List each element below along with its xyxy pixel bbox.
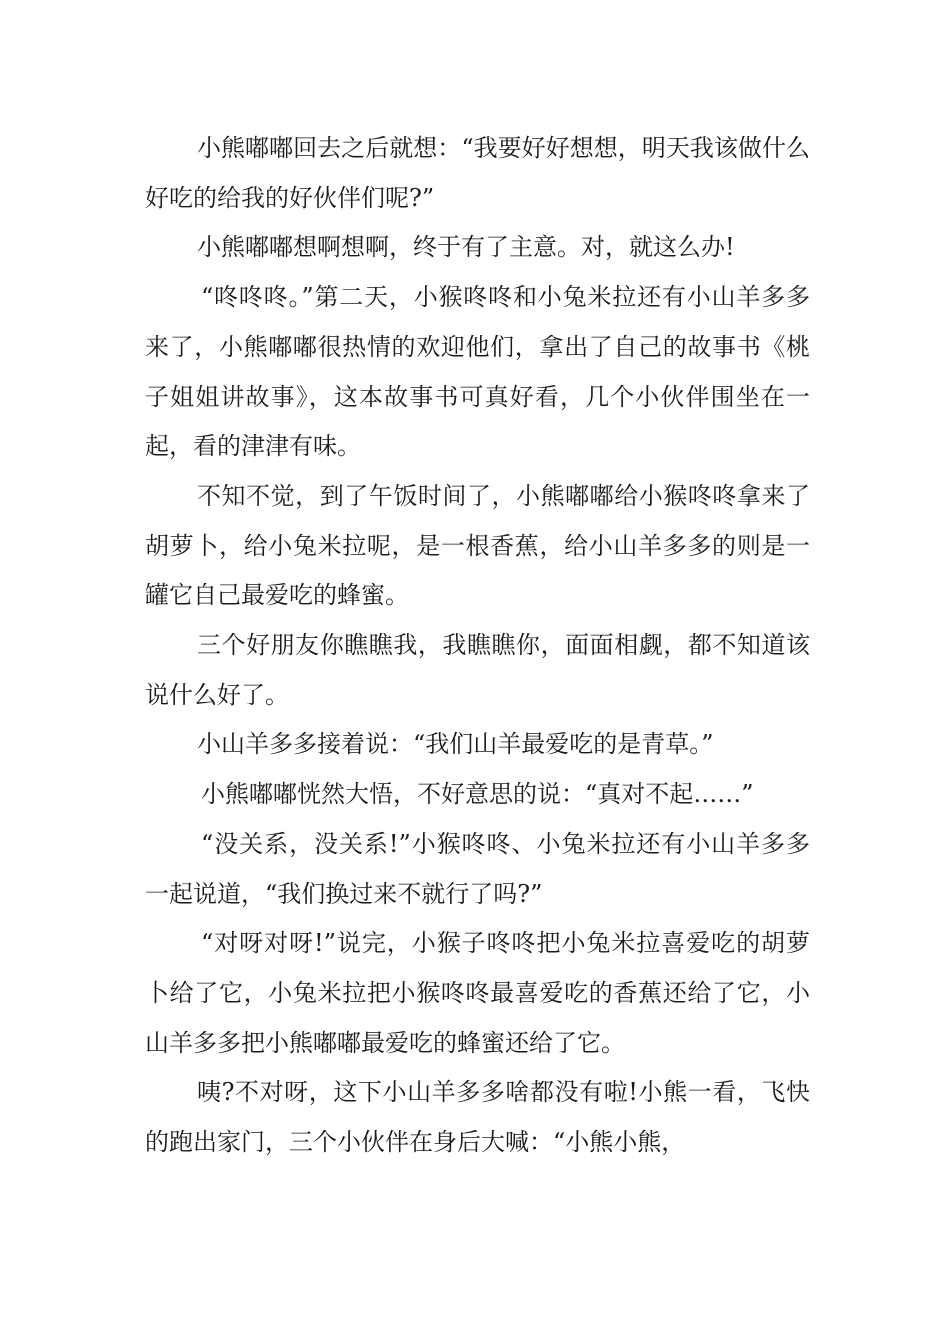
paragraph-2: 小熊嘟嘟想啊想啊，终于有了主意。对，就这么办! [197,233,735,262]
paragraph-10: 咦?不对呀，这下小山羊多多啥都没有啦!小熊一看，飞快的跑出家门，三个小伙伴在身后大喊：“小熊小熊， [145,1078,810,1157]
paragraph-1: 小熊嘟嘟回去之后就想：“我要好好想想，明天我该做什么好吃的给我的好伙伴们呢?” [145,134,810,212]
story-text [145,124,810,1168]
paragraph-6: 小山羊多多接着说：“我们山羊最爱吃的是青草。” [197,730,714,759]
paragraph-5: 三个好朋友你瞧瞧我，我瞧瞧你，面面相觑，都不知道该说什么好了。 [145,631,810,709]
paragraph-4: 不知不觉，到了午饭时间了，小熊嘟嘟给小猴咚咚拿来了胡萝卜，给小兔米拉呢，是一根香蕉，给小山羊多多的则是一罐它自己最爱吃的蜂蜜。 [145,481,810,610]
paragraph-3: “咚咚咚。”第二天，小猴咚咚和小兔米拉还有小山羊多多来了，小熊嘟嘟很热情的欢迎他们，拿出了自己的故事书《桃子姐姐讲故事》，这本故事书可真好看，几个小伙伴围坐在一起，看的津津有味。 [145,283,810,461]
paragraph-9: “对呀对呀!”说完，小猴子咚咚把小兔米拉喜爱吃的胡萝卜给了它，小兔米拉把小猴咚咚最喜爱吃的香蕉还给了它，小山羊多多把小熊嘟嘟最爱吃的蜂蜜还给了它。 [145,929,810,1057]
paragraph-7: 小熊嘟嘟恍然大悟，不好意思的说：“真对不起……” [201,780,754,809]
paragraph-8: “没关系，没关系!”小猴咚咚、小兔米拉还有小山羊多多一起说道，“我们换过来不就行了吗?” [145,829,810,908]
